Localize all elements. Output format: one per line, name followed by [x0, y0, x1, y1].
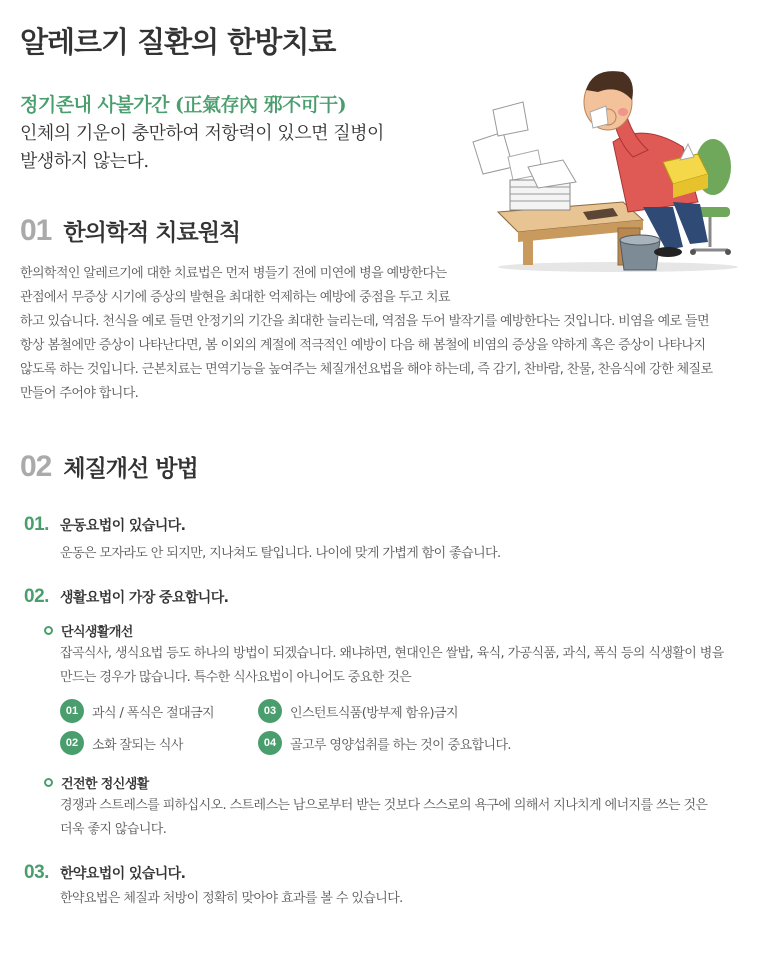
item-heading-lifestyle	[24, 586, 228, 608]
quote-line: 발생하지 않는다.	[20, 151, 149, 172]
item-description: 운동은 모자라도 안 되지만, 지나쳐도 탈입니다. 나이에 맞게 가볍게 함이 좋습니다.	[60, 546, 501, 561]
paragraph-line: 하고 있습니다. 천식을 예로 들면 안정기의 기간을 최대한 늘리는데, 역점을 두어 발작기를 예방한다는 것입니다. 비염을 예로 들면	[20, 314, 709, 329]
rule-number-badge: 03	[258, 699, 282, 723]
subheading-title: 건전한 정신생활	[61, 777, 149, 792]
item-title: 생활요법이 가장 중요합니다.	[60, 590, 229, 606]
section-title: 한의학적 치료원칙	[63, 220, 241, 246]
item-number: 01.	[24, 514, 49, 535]
treatment-paragraph	[20, 262, 745, 406]
rule-text: 과식 / 폭식은 절대금지	[92, 705, 214, 721]
section-number: 01	[20, 214, 52, 247]
item-title: 운동요법이 있습니다.	[60, 518, 186, 534]
quote-title: 정기존내 사불가간 (正氣存內 邪不可干)	[20, 94, 347, 116]
mental-paragraph	[60, 794, 745, 842]
circle-bullet-icon	[44, 778, 53, 787]
paragraph-line: 관점에서 무증상 시기에 증상의 발현을 최대한 억제하는 예방에 중점을 두고 치료	[20, 290, 450, 305]
section-title: 체질개선 방법	[63, 456, 198, 482]
sick-man-illustration	[468, 62, 748, 272]
page-title: 알레르기 질환의 한방치료	[20, 25, 336, 59]
paragraph-line: 항상 봄철에만 증상이 나타난다면, 봄 이외의 계절에 적극적인 예방이 다음 해 봄철에 비염의 증상을 약하게 혹은 증상이 나타나지	[20, 338, 706, 353]
rule-text: 인스턴트식품(방부제 함유)금지	[290, 705, 458, 721]
paragraph-line: 만드는 경우가 많습니다. 특수한 식사요법이 아니어도 중요한 것은	[60, 670, 412, 685]
subheading-diet	[44, 621, 133, 640]
rule-number-badge: 01	[60, 699, 84, 723]
item-heading-herbal	[24, 862, 185, 884]
subheading-title: 단식생활개선	[61, 625, 133, 640]
rule-text: 소화 잘되는 식사	[92, 737, 183, 753]
paragraph-line: 더욱 좋지 않습니다.	[60, 822, 167, 837]
section-heading-constitution	[20, 450, 198, 484]
paragraph-line: 잡곡식사, 생식요법 등도 하나의 방법이 되겠습니다. 왜냐하면, 현대인은 쌀밥, 육식, 가공식품, 과식, 폭식 등의 식생활이 병을	[60, 646, 724, 661]
paragraph-line: 경쟁과 스트레스를 피하십시오. 스트레스는 남으로부터 받는 것보다 스스로의 욕구에 의해서 지나치게 에너지를 쓰는 것은	[60, 798, 708, 813]
section-number: 02	[20, 450, 52, 483]
item-description: 한약요법은 체질과 처방이 정확히 맞아야 효과를 볼 수 있습니다.	[60, 891, 403, 906]
item-title: 한약요법이 있습니다.	[60, 866, 186, 882]
rule-number-badge: 02	[60, 731, 84, 755]
paragraph-line: 만들어 주어야 합니다.	[20, 386, 139, 401]
paragraph-line: 않도록 하는 것입니다. 근본치료는 면역기능을 높여주는 체질개선요법을 해야 하는데, 즉 감기, 찬바람, 찬물, 찬음식에 강한 체질로	[20, 362, 713, 377]
quote-line: 인체의 기운이 충만하여 저항력이 있으면 질병이	[20, 123, 384, 144]
rule-text: 골고루 영양섭취를 하는 것이 중요합니다.	[290, 737, 511, 753]
item-number: 03.	[24, 862, 49, 883]
item-heading-exercise	[24, 514, 185, 536]
diet-paragraph	[60, 642, 745, 690]
diet-rule-item	[258, 699, 458, 723]
subheading-mental	[44, 773, 149, 792]
diet-rule-item	[60, 731, 183, 755]
item-number: 02.	[24, 586, 49, 607]
rule-number-badge: 04	[258, 731, 282, 755]
diet-rule-item	[258, 731, 511, 755]
circle-bullet-icon	[44, 626, 53, 635]
paragraph-line: 한의학적인 알레르기에 대한 치료법은 먼저 병들기 전에 미연에 병을 예방한다는	[20, 266, 447, 281]
quote-text	[20, 120, 440, 176]
section-heading-treatment	[20, 214, 240, 248]
diet-rule-item	[60, 699, 214, 723]
